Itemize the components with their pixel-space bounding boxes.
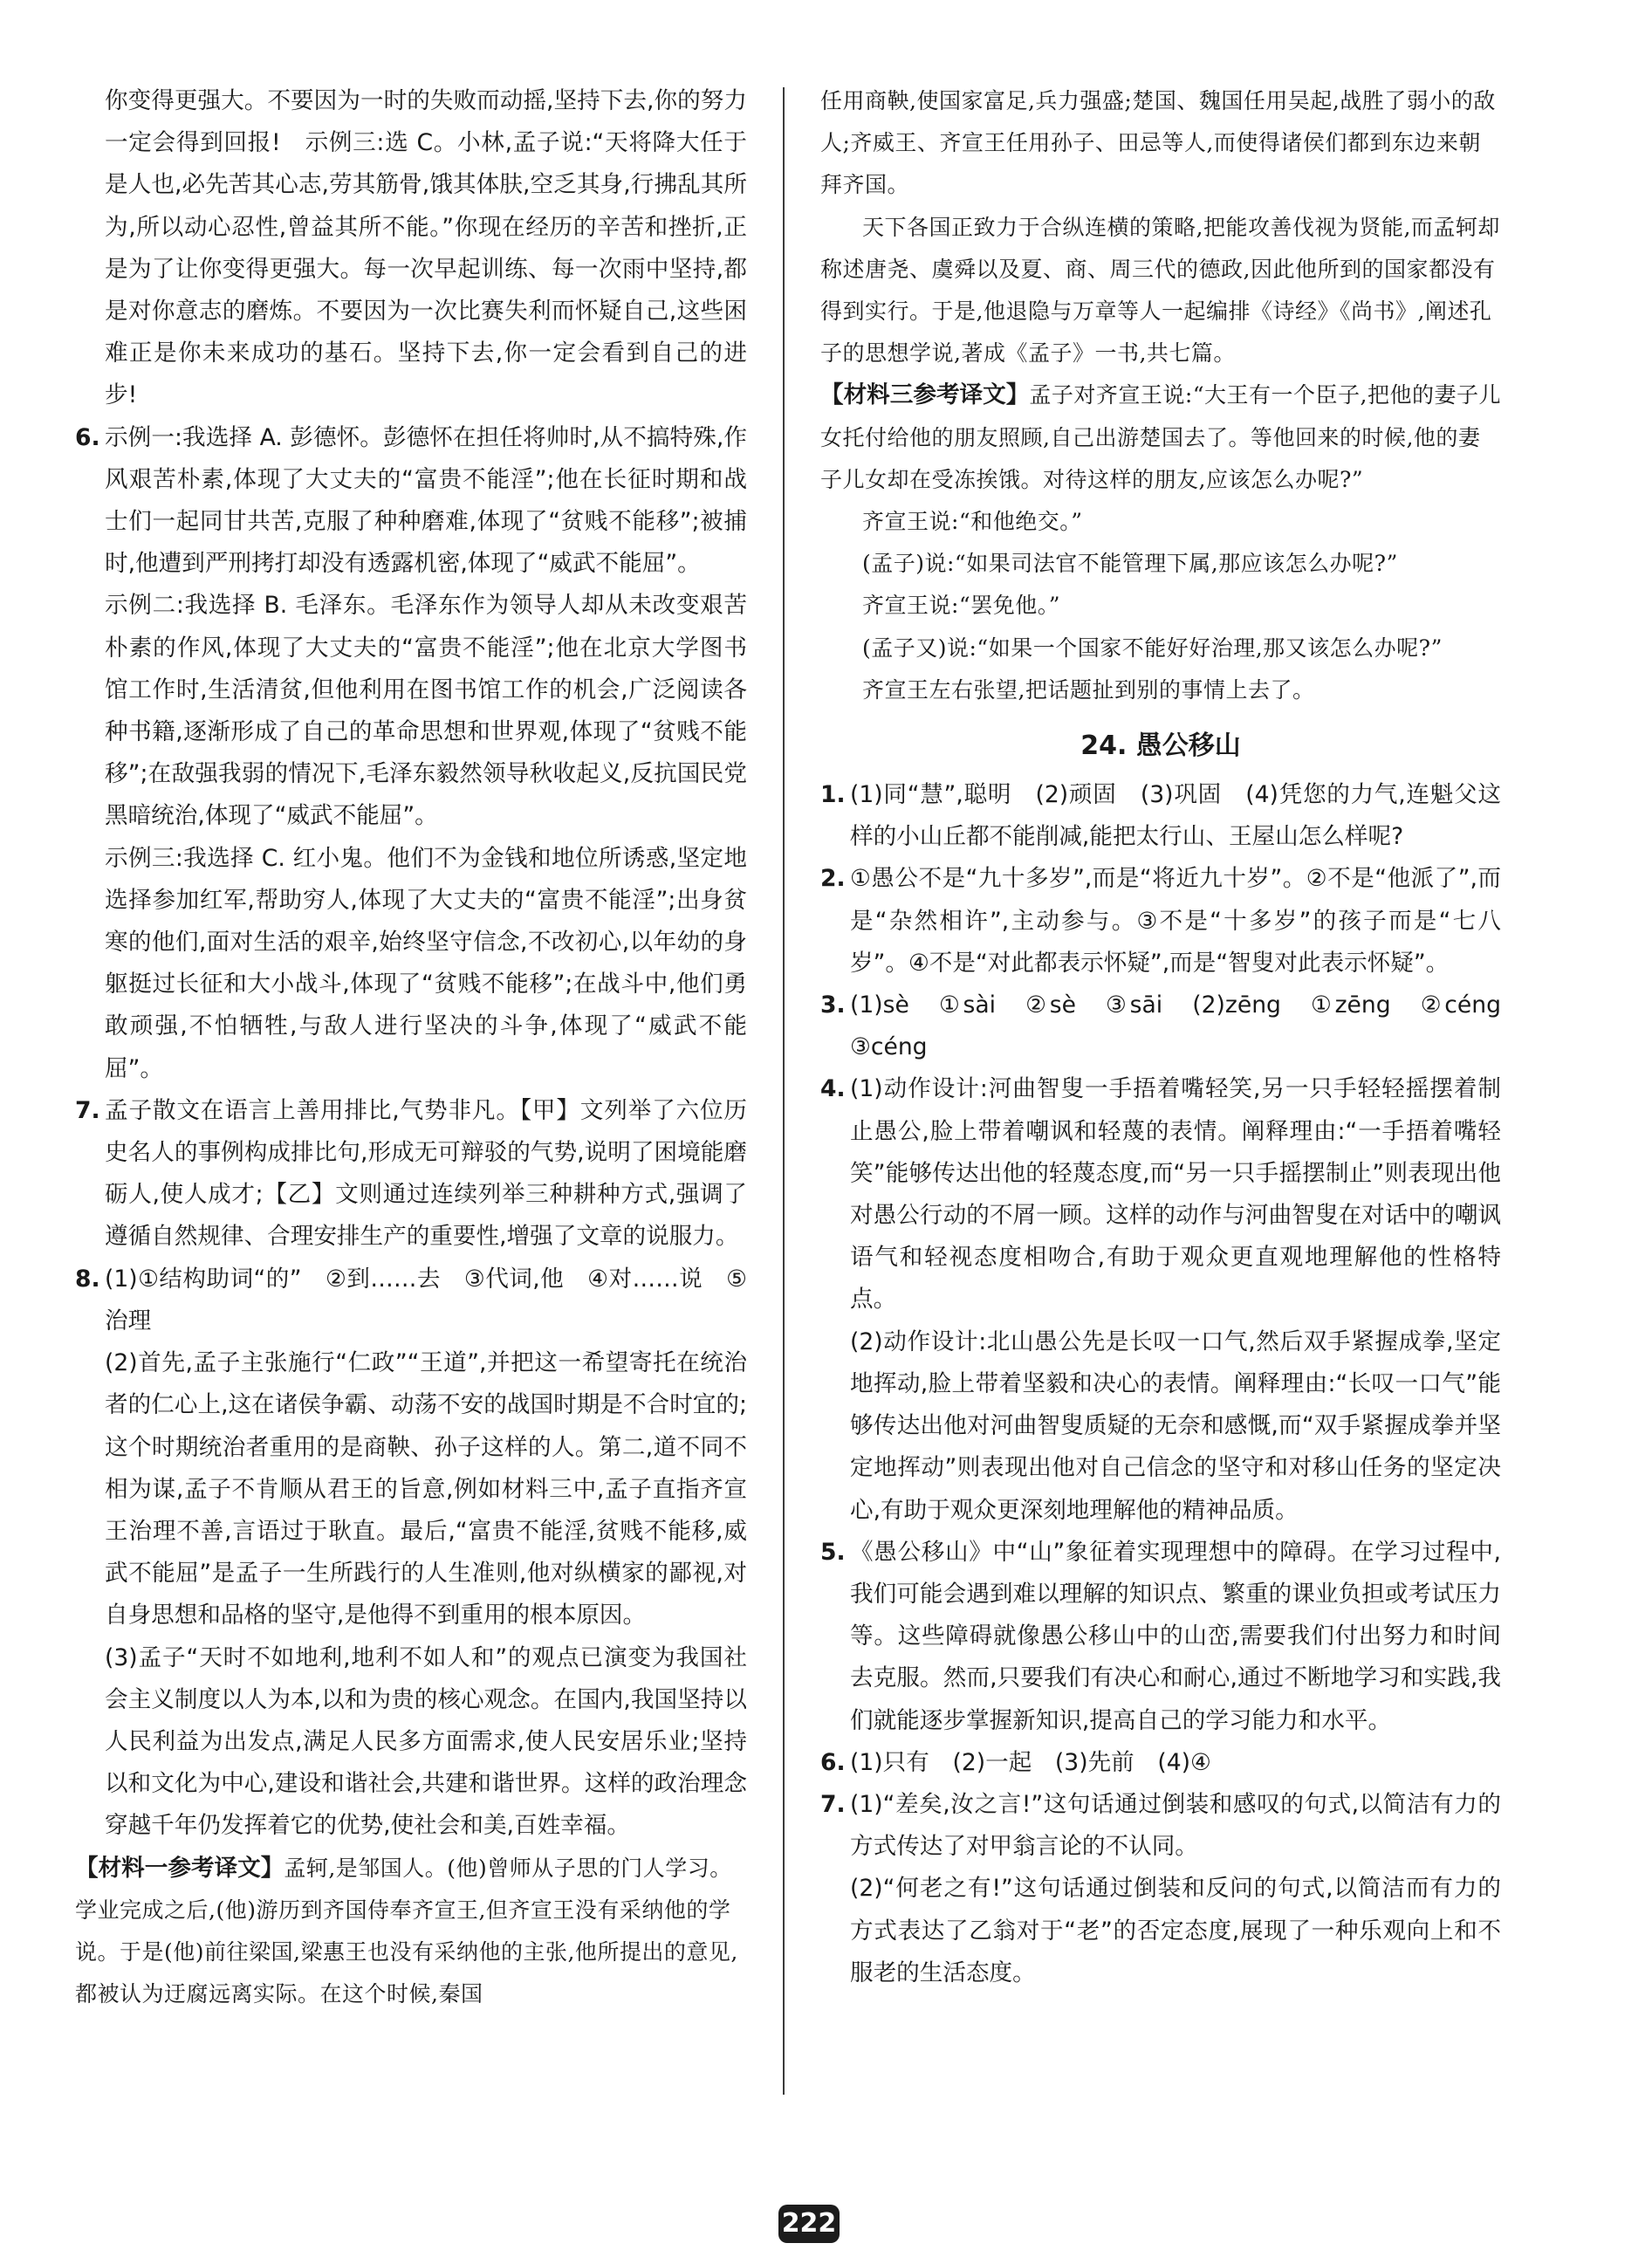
answer-part-1: (1)动作设计:河曲智叟一手捂着嘴轻笑,另一只手轻轻摇摆着制止愚公,脸上带着嘲讽和轻蔑的表情。阐释理由:“一手捂着嘴轻笑”能够传达出他的轻蔑态度,而“另一只手摇摆制止”则表现出他对愚公行动的不屑一顾。这样的动作与河曲智叟在对话中的嘲讽语气和轻视态度相吻合,有助于观众更直观地理解他的性格特点。 — [850, 1075, 1501, 1314]
answer-2 — [820, 858, 1501, 984]
answer-text: 《愚公移山》中“山”象征着实现理想中的障碍。在学习过程中,我们可能会遇到难以理解的知识点、繁重的课业负担或考试压力等。这些障碍就像愚公移山中的山峦,需要我们付出努力和时间去克服。然而,只要我们有决心和耐心,通过不断地学习和实践,我们就能逐步掌握新知识,提高自己的学习能力和水平。 — [850, 1538, 1501, 1734]
dialogue-line: 齐宣王说:“和他绝交。” — [862, 509, 1083, 535]
dialogue-line: (孟子又)说:“如果一个国家不能好好治理,那又该怎么办呢?” — [862, 635, 1443, 661]
dialogue-line: 齐宣王说:“罢免他。” — [862, 593, 1060, 619]
answer-1 — [820, 774, 1501, 858]
question-number: 2. — [820, 865, 846, 893]
question-number: 5. — [820, 1538, 846, 1566]
question-number: 6. — [820, 1748, 846, 1776]
material-3-text: 孟子对齐宣王说:“大王有一个臣子,把他的妻子儿女托付给他的朋友照顾,自己出游楚国去了。等他回来的时候,他的妻子儿女却在受冻挨饿。对待这样的朋友,应该怎么办呢?” — [820, 382, 1501, 492]
q6-example-2: 示例二:我选择 B. 毛泽东。毛泽东作为领导人却从未改变艰苦朴素的作风,体现了大丈夫的“富贵不能淫”;他在北京大学图书馆工作时,生活清贫,但他利用在图书馆工作的机会,广泛阅读各种书籍,逐渐形成了自己的革命思想和世界观,体现了“贫贱不能移”;在敌强我弱的情况下,毛泽东毅然领导秋收起义,反抗国民党黑暗统治,体现了“威武不能屈”。 — [105, 592, 747, 830]
answer-part-2: (2)动作设计:北山愚公先是长叹一口气,然后双手紧握成拳,坚定地挥动,脸上带着坚毅和决心的表情。阐释理由:“长叹一口气”能够传达出他对河曲智叟质疑的无奈和感慨,而“双手紧握成拳并坚定地挥动”则表现出他对自己信念的坚守和对移山任务的坚定决心,有助于观众更深刻地理解他的精神品质。 — [850, 1327, 1501, 1524]
column-divider — [783, 87, 785, 2095]
material-3-translation — [820, 374, 1501, 501]
q6-example-3: 示例三:我选择 C. 红小鬼。他们不为金钱和地位所诱惑,坚定地选择参加红军,帮助穷人,体现了大丈夫的“富贵不能淫”;出身贫寒的他们,面对生活的艰辛,始终坚守信念,不改初心,以年幼的身躯挺过长征和大小战斗,体现了“贫贱不能移”;在战斗中,他们勇敢顽强,不怕牺牲,与敌人进行坚决的斗争,体现了“威武不能屈”。 — [105, 844, 747, 1082]
answer-text: (1)只有 (2)一起 (3)先前 (4)④ — [850, 1748, 1211, 1776]
question-number: 6. — [75, 423, 100, 451]
question-number: 8. — [75, 1265, 100, 1293]
question-number: 4. — [820, 1075, 846, 1103]
material-1-label: 【材料一参考译文】 — [75, 1854, 284, 1882]
q6-example-1: 示例一:我选择 A. 彭德怀。彭德怀在担任将帅时,从不搞特殊,作风艰苦朴素,体现了大丈夫的“富贵不能淫”;他在长征时期和战士们一起同甘共苦,克服了种种磨难,体现了“贫贱不能移”;被捕时,他遭到严刑拷打却没有透露机密,体现了“威武不能屈”。 — [105, 423, 747, 578]
left-column — [75, 80, 747, 2015]
dialogue-line: (孟子)说:“如果司法官不能管理下属,那应该怎么办呢?” — [862, 551, 1398, 577]
answer-5 — [820, 1532, 1501, 1742]
material-1-paragraph-2: 天下各国正致力于合纵连横的策略,把能攻善伐视为贤能,而孟轲却称述唐尧、虞舜以及夏、商、周三代的德政,因此他所到的国家都没有得到实行。于是,他退隐与万章等人一起编排《诗经》《尚书》,阐述孔子的思想学说,著成《孟子》一书,共七篇。 — [820, 214, 1500, 367]
question-number: 7. — [820, 1790, 846, 1818]
question-7 — [75, 1090, 747, 1259]
material-1-translation — [75, 1848, 747, 2016]
answer-text: (1)sè ①sài ②sè ③sāi (2)zēng ①zēng ②céng ③céng — [850, 991, 1525, 1061]
material-1-text: 孟轲,是邹国人。(他)曾师从子思的门人学习。学业完成之后,(他)游历到齐国侍奉齐宣王,但齐宣王没有采纳他的学说。于是(他)前往梁国,梁惠王也没有采纳他的主张,他所提出的意见,都被认为迂腐远离实际。在这个时候,秦国 — [75, 1855, 738, 2007]
q5-continuation: 你变得更强大。不要因为一时的失败而动摇,坚持下去,你的努力一定会得到回报! 示例三:选 C。小林,孟子说:“天将降大任于是人也,必先苦其心志,劳其筋骨,饿其体肤,空乏其身,行拂乱其所为,所以动心忍性,曾益其所不能。”你现在经历的辛苦和挫折,正是为了让你变得更强大。每一次早起训练、每一次雨中坚持,都是对你意志的磨炼。不要因为一次比赛失利而怀疑自己,这些困难正是你未来成功的基石。坚持下去,你一定会看到自己的进步! — [105, 87, 747, 409]
answer-text: ①愚公不是“九十多岁”,而是“将近九十岁”。②不是“他派了”,而是“杂然相许”,主动参与。③不是“十多岁”的孩子而是“七八岁”。④不是“对此都表示怀疑”,而是“智叟对此表示怀疑”。 — [850, 865, 1501, 977]
answer-part-1: (1)“差矣,汝之言!”这句话通过倒装和感叹的句式,以简洁有力的方式传达了对甲翁言论的不认同。 — [850, 1790, 1501, 1861]
section-title: 24. 愚公移山 — [1080, 731, 1241, 762]
material-1-continuation: 任用商鞅,使国家富足,兵力强盛;楚国、魏国任用吴起,战胜了弱小的敌人;齐威王、齐宣王任用孙子、田忌等人,而使得诸侯们都到东边来朝拜齐国。 — [820, 88, 1496, 198]
answer-text: (1)同“慧”,聪明 (2)顽固 (3)巩固 (4)凭您的力气,连魁父这样的小山丘都不能削减,能把太行山、王屋山怎么样呢? — [850, 781, 1501, 851]
question-8 — [75, 1259, 747, 1848]
answer-4 — [820, 1068, 1501, 1531]
q8-part-2: (2)首先,孟子主张施行“仁政”“王道”,并把这一希望寄托在统治者的仁心上,这在诸侯争霸、动荡不安的战国时期是不合时宜的;这个时期统治者重用的是商鞅、孙子这样的人。第二,道不同不相为谋,孟子不肯顺从君王的旨意,例如材料三中,孟子直指齐宣王治理不善,言语过于耿直。最后,“富贵不能淫,贫贱不能移,威武不能屈”是孟子一生所践行的人生准则,他对纵横家的鄙视,对自身思想和品格的坚守,是他得不到重用的根本原因。 — [105, 1349, 747, 1629]
answer-6 — [820, 1742, 1501, 1784]
answer-7 — [820, 1784, 1501, 1994]
question-number: 1. — [820, 781, 846, 809]
q7-answer: 孟子散文在语言上善用排比,气势非凡。【甲】文列举了六位历史名人的事例构成排比句,形成无可辩驳的气势,说明了困境能磨砺人,使人成才;【乙】文则通过连续列举三种耕种方式,强调了遵循自然规律、合理安排生产的重要性,增强了文章的说服力。 — [105, 1096, 747, 1251]
q8-part-1: (1)①结构助词“的” ②到……去 ③代词,他 ④对……说 ⑤治理 — [105, 1265, 747, 1334]
answer-3 — [820, 984, 1525, 1068]
question-6 — [75, 417, 747, 1090]
right-column — [820, 80, 1525, 1994]
page-number: 222 — [778, 2205, 840, 2243]
dialogue-line: 齐宣王左右张望,把话题扯到别的事情上去了。 — [862, 676, 1315, 703]
question-number: 7. — [75, 1096, 100, 1124]
answer-part-2: (2)“何老之有!”这句话通过倒装和反问的句式,以简洁而有力的方式表达了乙翁对于“老”的否定态度,展现了一种乐观向上和不服老的生活态度。 — [850, 1875, 1501, 1986]
material-3-label: 【材料三参考译文】 — [820, 381, 1030, 409]
question-number: 3. — [820, 991, 846, 1019]
q8-part-3: (3)孟子“天时不如地利,地利不如人和”的观点已演变为我国社会主义制度以人为本,以和为贵的核心观念。在国内,我国坚持以人民利益为出发点,满足人民多方面需求,使人民安居乐业;坚持以和文化为中心,建设和谐社会,共建和谐世界。这样的政治理念穿越千年仍发挥着它的优势,使社会和美,百姓幸福。 — [105, 1643, 747, 1840]
